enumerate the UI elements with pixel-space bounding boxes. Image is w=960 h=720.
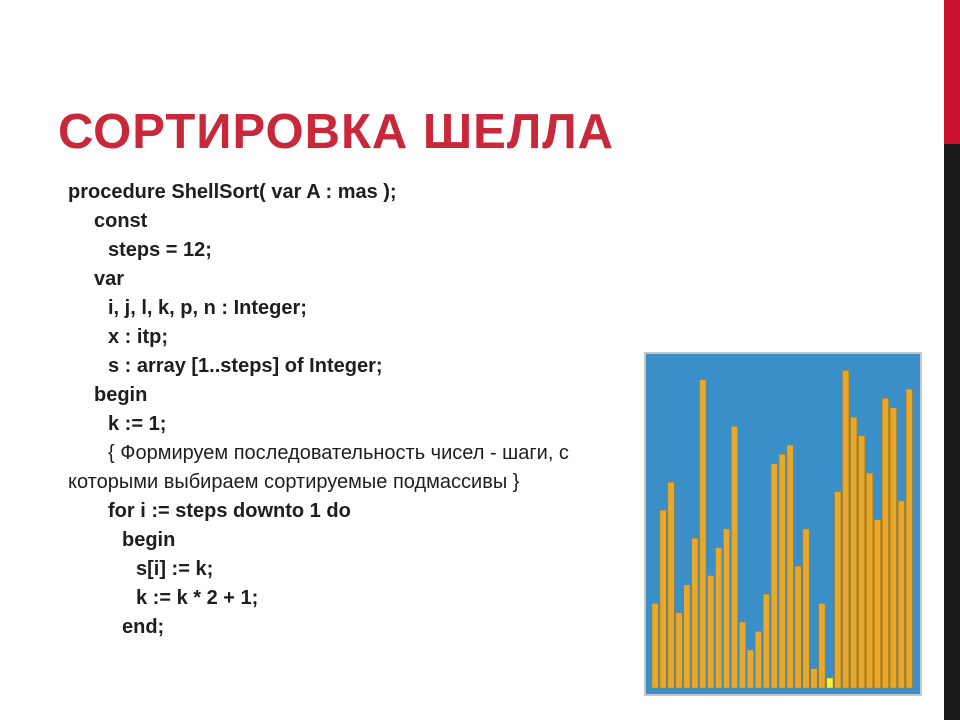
code-block — [68, 178, 628, 642]
bar-chart — [646, 354, 920, 694]
code-line: end; — [122, 616, 165, 638]
chart-bar — [779, 454, 785, 688]
chart-bar — [739, 622, 745, 688]
side-accent-dark — [944, 144, 960, 720]
chart-bar — [700, 380, 706, 688]
code-line: procedure ShellSort( var A : mas ); — [68, 181, 397, 203]
chart-bar — [866, 473, 872, 688]
code-line: s : array [1..steps] of Integer; — [108, 355, 383, 377]
code-line: var — [94, 268, 125, 290]
chart-bar — [874, 520, 880, 688]
code-line: begin — [94, 384, 148, 406]
code-line: k := k * 2 + 1; — [136, 587, 259, 609]
chart-bar — [692, 538, 698, 688]
chart-bar — [684, 585, 690, 688]
chart-bar — [850, 417, 856, 688]
chart-bar — [827, 678, 833, 688]
chart-bar — [755, 631, 761, 688]
chart-bar — [906, 389, 912, 688]
chart-bar — [819, 603, 825, 688]
code-line: begin — [122, 529, 176, 551]
code-line: for i := steps downto 1 do — [108, 500, 351, 522]
chart-bar — [660, 510, 666, 688]
code-line: i, j, l, k, p, n : Integer; — [108, 297, 307, 319]
chart-bar — [731, 426, 737, 688]
chart-bar — [716, 548, 722, 688]
chart-bar — [668, 482, 674, 688]
slide-title: СОРТИРОВКА ШЕЛЛА — [58, 105, 614, 159]
chart-bar — [898, 501, 904, 688]
chart-bar — [763, 594, 769, 688]
chart-bar — [858, 436, 864, 688]
code-line: s[i] := k; — [136, 558, 214, 580]
chart-bar — [747, 650, 753, 688]
chart-bar — [708, 576, 714, 688]
chart-bar — [787, 445, 793, 688]
code-line: steps = 12; — [108, 239, 212, 261]
side-accent-red — [944, 0, 960, 144]
chart-bar — [835, 492, 841, 688]
chart-bar — [811, 669, 817, 688]
chart-bar — [882, 398, 888, 688]
chart-bar — [795, 566, 801, 688]
chart-bar — [843, 371, 849, 688]
chart-bar — [723, 529, 729, 688]
chart-bar — [803, 529, 809, 688]
chart-bar — [771, 464, 777, 688]
sort-visualization — [644, 352, 922, 696]
chart-bar — [652, 603, 658, 688]
code-line: const — [94, 210, 148, 232]
chart-bar — [676, 613, 682, 688]
chart-bar — [890, 408, 896, 688]
code-line: x : itp; — [108, 326, 168, 348]
code-comment: { Формируем последовательность чисел - шаги, с которыми выбираем сортируемые подмассивы } — [68, 442, 569, 493]
code-line: k := 1; — [108, 413, 167, 435]
